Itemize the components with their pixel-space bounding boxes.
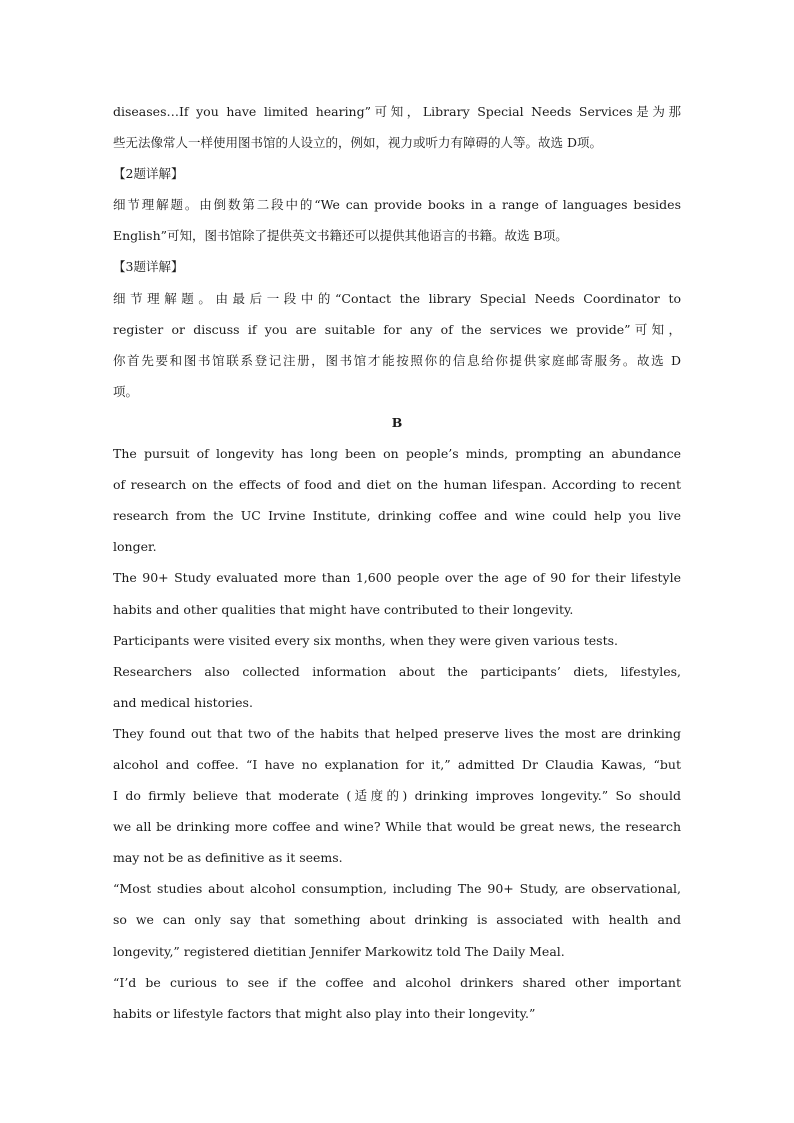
text-line: longer. <box>113 539 157 555</box>
text-line: 【2题详解】 <box>113 166 184 182</box>
text-line: habits or lifestyle factors that might also play into their longevity.” <box>113 1005 536 1021</box>
text-line: habits and other qualities that might have contributed to their longevity. <box>113 601 574 617</box>
text-line: we all be drinking more coffee and wine? While that would be great news, the research <box>113 819 681 835</box>
text-line: research from the UC Irvine Institute, drinking coffee and wine could help you live <box>113 508 681 524</box>
text-line: diseases…If you have limited hearing”可知，Library Special Needs Services是为那 <box>113 104 681 119</box>
text-line: register or discuss if you are suitable for any of the services we provide”可知， <box>113 321 681 337</box>
text-line: They found out that two of the habits that helped preserve lives the most are drinking <box>113 725 681 741</box>
text-line: 细节理解题。由倒数第二段中的“We can provide books in a range of languages besides <box>113 197 681 213</box>
text-line: longevity,” registered dietitian Jennifer Markowitz told The Daily Meal. <box>113 943 565 959</box>
text-line: Participants were visited every six months, when they were given various tests. <box>113 632 618 648</box>
text-line: of research on the effects of food and diet on the human lifespan. According to recent <box>113 477 681 493</box>
document-page <box>113 99 681 1032</box>
text-line: “Most studies about alcohol consumption, including The 90+ Study, are observational, <box>113 881 681 897</box>
text-line: alcohol and coffee. “I have no explanation for it,” admitted Dr Claudia Kawas, “but <box>113 756 681 772</box>
text-line: 项。 <box>113 383 139 399</box>
text-line: The pursuit of longevity has long been on people’s minds, prompting an abundance <box>113 446 681 462</box>
text-line: may not be as definitive as it seems. <box>113 850 343 866</box>
text-line: so we can only say that something about drinking is associated with health and <box>113 912 681 928</box>
text-line: and medical histories. <box>113 694 253 710</box>
text-line: 【3题详解】 <box>113 259 184 275</box>
text-line: Researchers also collected information about the participants’ diets, lifestyles, <box>113 663 681 679</box>
text-line: 你首先要和图书馆联系登记注册，图书馆才能按照你的信息给你提供家庭邮寄服务。故选 D <box>113 352 681 368</box>
text-line: 些无法像常人一样使用图书馆的人设立的，例如，视力或听力有障碍的人等。故选 D项。 <box>113 135 602 151</box>
text-line: The 90+ Study evaluated more than 1,600 people over the age of 90 for their lifestyle <box>113 570 681 586</box>
text-line: 细节理解题。由最后一段中的“Contact the library Special Needs Coordinator to <box>113 290 681 306</box>
text-line: I do firmly believe that moderate (适度的) drinking improves longevity.” So should <box>113 788 681 804</box>
text-line: “I’d be curious to see if the coffee and alcohol drinkers shared other important <box>113 974 681 990</box>
text-line: English”可知，图书馆除了提供英文书籍还可以提供其他语言的书籍。故选 B项。 <box>113 228 568 244</box>
section-heading: B <box>391 414 403 430</box>
